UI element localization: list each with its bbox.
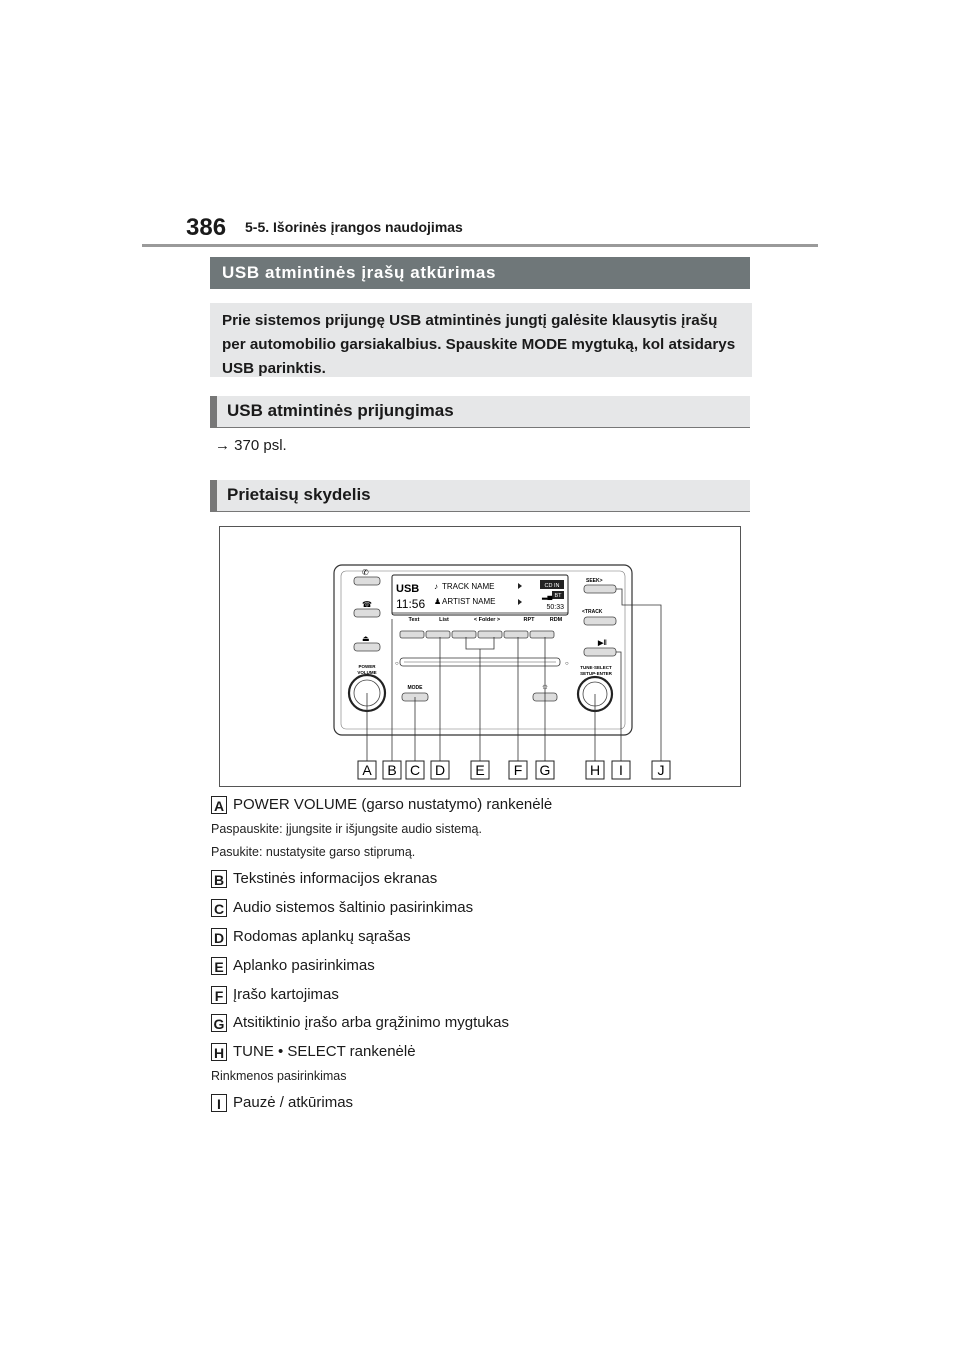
display-clock: 11:56 bbox=[396, 597, 426, 611]
item-i bbox=[211, 1093, 353, 1113]
softkey-label: Text bbox=[408, 617, 420, 623]
item-f bbox=[211, 985, 339, 1005]
item-d bbox=[211, 927, 411, 947]
svg-text:F: F bbox=[513, 762, 523, 778]
item-text: TUNE • SELECT rankenėlė bbox=[233, 1043, 416, 1060]
panel-diagram bbox=[219, 526, 741, 787]
item-text: Audio sistemos šaltinio pasirinkimas bbox=[233, 899, 474, 916]
svg-text:H: H bbox=[589, 762, 601, 778]
svg-text:E: E bbox=[475, 762, 485, 778]
phone-hangup-button bbox=[354, 609, 380, 617]
play-pause-button bbox=[584, 648, 616, 656]
softkey-button bbox=[504, 631, 528, 638]
item-h bbox=[211, 1042, 416, 1062]
svg-text:G: G bbox=[539, 762, 551, 778]
item-c bbox=[211, 898, 473, 918]
note-file-select: Rinkmenos pasirinkimas bbox=[211, 1069, 347, 1083]
softkey-button bbox=[478, 631, 502, 638]
callout-e bbox=[471, 761, 489, 779]
svg-text:○: ○ bbox=[395, 661, 399, 667]
letter-badge: C bbox=[211, 899, 227, 917]
signal-icon: ▂▄ bbox=[542, 593, 553, 600]
page-reference: → 370 psl. bbox=[215, 437, 287, 454]
tune-select-label: TUNE·SELECT bbox=[580, 665, 612, 670]
display-artist-name: ARTIST NAME bbox=[442, 597, 496, 606]
svg-text:A: A bbox=[362, 762, 372, 778]
item-text: Aplanko pasirinkimas bbox=[233, 957, 375, 974]
eject-button bbox=[354, 643, 380, 651]
softkey-button bbox=[530, 631, 554, 638]
play-pause-icon: ▶‖ bbox=[598, 640, 607, 647]
svg-text:VOLUME: VOLUME bbox=[357, 670, 377, 675]
letter-badge: B bbox=[211, 870, 227, 888]
letter-badge: F bbox=[211, 986, 227, 1004]
svg-text:CD IN: CD IN bbox=[544, 583, 560, 589]
callout-h bbox=[586, 761, 604, 779]
softkey-button bbox=[426, 631, 450, 638]
svg-text:C: C bbox=[409, 762, 421, 778]
intro-paragraph: Prie sistemos prijungę USB atmintinės jungtį galėsite klausytis įrašų per automobilio garsiakalbius. Spauskite MODE mygtuką, kol atsidarys USB parinktis. bbox=[210, 303, 752, 377]
item-text: POWER VOLUME (garso nustatymo) rankenėlė bbox=[233, 796, 553, 813]
mode-label: MODE bbox=[407, 685, 423, 691]
svg-text:○: ○ bbox=[565, 661, 569, 667]
svg-text:B: B bbox=[387, 762, 397, 778]
item-b bbox=[211, 869, 437, 889]
softkey-label: List bbox=[439, 617, 449, 623]
letter-badge: G bbox=[211, 1014, 227, 1032]
item-text: Pauzė / atkūrimas bbox=[233, 1094, 354, 1111]
item-e bbox=[211, 956, 375, 976]
item-a bbox=[211, 795, 552, 815]
svg-text:D: D bbox=[434, 762, 446, 778]
chapter-banner: USB atmintinės įrašų atkūrimas bbox=[210, 257, 750, 289]
callout-d bbox=[431, 761, 449, 779]
item-text: Atsitiktinio įrašo arba grąžinimo mygtukas bbox=[233, 1014, 509, 1031]
callout-b bbox=[383, 761, 401, 779]
callout-a bbox=[358, 761, 376, 779]
callout-labels bbox=[358, 761, 670, 779]
callout-i bbox=[612, 761, 630, 779]
letter-badge: H bbox=[211, 1043, 227, 1061]
hangup-icon: ☎ bbox=[362, 600, 372, 609]
display-track-name: TRACK NAME bbox=[442, 582, 495, 591]
callout-j bbox=[652, 761, 670, 779]
panel-heading: Prietaisų skydelis bbox=[210, 480, 750, 512]
seek-label: SEEK> bbox=[586, 578, 603, 584]
section-title: 5-5. Išorinės įrangos naudojimas bbox=[245, 219, 463, 235]
letter-badge: E bbox=[211, 957, 227, 975]
softkey-button bbox=[400, 631, 424, 638]
letter-badge: A bbox=[211, 796, 227, 814]
note-press: Paspauskite: įjungsite ir išjungsite audio sistemą. bbox=[211, 822, 482, 836]
connect-heading: USB atmintinės prijungimas bbox=[210, 396, 750, 428]
display-track-icon: ♪ bbox=[434, 582, 438, 591]
item-g bbox=[211, 1013, 509, 1033]
softkey-label: RDM bbox=[549, 617, 563, 623]
brightness-icon: ☼ bbox=[540, 681, 550, 691]
callout-g bbox=[536, 761, 554, 779]
item-text: Rodomas aplankų sąrašas bbox=[233, 928, 411, 945]
callout-f bbox=[509, 761, 527, 779]
eject-icon: ⏏ bbox=[362, 634, 370, 643]
display-artist-icon: ♟ bbox=[434, 597, 442, 606]
phone-answer-button bbox=[354, 577, 380, 585]
softkey-label: < Folder > bbox=[473, 617, 501, 623]
svg-text:I: I bbox=[619, 762, 623, 778]
item-text: Įrašo kartojimas bbox=[233, 986, 339, 1003]
track-label: <TRACK bbox=[582, 609, 603, 615]
page-number: 386 bbox=[186, 214, 227, 241]
seek-button bbox=[584, 585, 616, 593]
svg-text:BT: BT bbox=[554, 593, 562, 599]
track-button bbox=[584, 617, 616, 625]
note-turn: Pasukite: nustatysite garso stiprumą. bbox=[211, 845, 416, 859]
power-volume-label: POWER bbox=[358, 664, 376, 669]
header-divider bbox=[142, 244, 818, 247]
item-text: Tekstinės informacijos ekranas bbox=[233, 870, 438, 887]
softkey-button bbox=[452, 631, 476, 638]
letter-badge: D bbox=[211, 928, 227, 946]
display-source: USB bbox=[396, 583, 420, 595]
callout-c bbox=[406, 761, 424, 779]
svg-text:J: J bbox=[657, 762, 665, 778]
phone-icon: ✆ bbox=[362, 568, 369, 577]
letter-badge: I bbox=[211, 1094, 227, 1112]
softkey-label: RPT bbox=[523, 617, 535, 623]
svg-text:SETUP·ENTER: SETUP·ENTER bbox=[580, 671, 612, 676]
display-elapsed: 50:33 bbox=[546, 604, 564, 611]
